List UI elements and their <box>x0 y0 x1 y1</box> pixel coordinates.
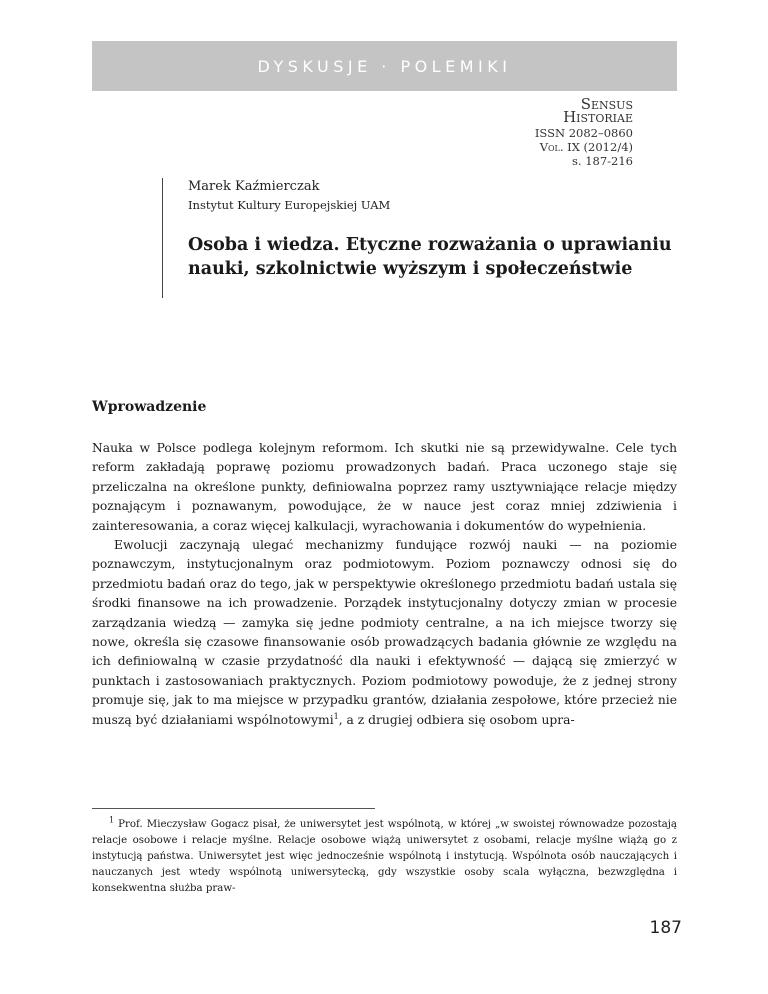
journal-name-line2: Historiae <box>563 108 633 126</box>
paragraph: Nauka w Polsce podlega kolejnym reformom. Ich skutki nie są przewidywalne. Cele tych reform zakładają poprawę poziomu prowadzonych badań. Praca uczonego staje się przeliczalna na określone punkty, definiowalna poprzez ramy usztywniające relacje między poznającym i poznawanym, powodujące, że w nauce jest coraz mniej zdziwienia i zainteresowania, a coraz więcej kalkulacji, wyrachowania i dokumentów do wypełnienia. <box>92 441 677 533</box>
article-title: Osoba i wiedza. Etyczne rozważania o uprawianiu nauki, szkolnictwie wyższym i społeczeństwie <box>188 235 672 279</box>
author-affiliation: Instytut Kultury Europejskiej UAM <box>188 198 391 212</box>
footnote-text: Prof. Mieczysław Gogacz pisał, że uniwersytet jest wspólnotą, w której „w swoistej równowadze pozostają relacje osobowe i relacje myślne. Relacje osobowe wiążą uniwersytet z osobami, relacje myślne wiążą go z instytucją państwa. Uniwersytet jest więc jednocześnie wspólnotą i instytucją. Wspólnota osób nauczających i nauczanych jest wtedy wspólnotą uniwersytecką, gdy wszystkie osoby scala wyłączna, bezwzględna i konsekwentna służba praw- <box>92 819 677 894</box>
author-name: Marek Kaźmierczak <box>188 179 320 194</box>
body-text <box>92 439 677 730</box>
paragraph <box>92 536 677 730</box>
issn: ISSN 2082–0860 <box>534 126 633 140</box>
journal-name-line1: Sensus <box>580 95 633 113</box>
footnote-divider <box>92 808 375 809</box>
footnote <box>92 817 677 897</box>
page-range: s. 187-216 <box>572 154 633 168</box>
paragraph-tail: , a z drugiej odbiera się osobom upra- <box>338 712 575 727</box>
footnote-ref[interactable]: 1 <box>333 711 339 721</box>
title-vertical-rule <box>162 178 163 298</box>
section-banner <box>92 41 677 91</box>
page-number: 187 <box>649 918 682 938</box>
volume: Vol. IX (2012/4) <box>539 140 633 154</box>
section-heading: Wprowadzenie <box>92 399 207 415</box>
banner-label: DYSKUSJE · POLEMIKI <box>257 56 512 76</box>
journal-info <box>534 95 633 168</box>
paragraph-text: Ewolucji zaczynają ulegać mechanizmy fundujące rozwój nauki — na poziomie poznawczym, instytucjonalnym oraz podmiotowym. Poziom poznawczy odnosi się do przedmiotu badań oraz do tego, jak w perspektywie określonego przedmiotu badań ustala się środki finansowe na ich prowadzenie. Porządek instytucjonalny dotyczy zmian w procesie zarządzania wiedzą — zamyka się jedne podmioty centralne, a na ich miejsce tworzy się nowe, określa się czasowe finansowanie osób prowadzących badania głównie ze względu na ich definiowalną w czasie przydatność dla nauki i efektywność — dającą się zmierzyć w punktach i zastosowaniach praktycznych. Poziom podmiotowy powoduje, że z jednej strony promuje się, jak to ma miejsce w przypadku grantów, działania zespołowe, które przecież nie muszą być działaniami wspólnotowymi <box>92 538 677 727</box>
footnote-number: 1 <box>109 815 115 825</box>
